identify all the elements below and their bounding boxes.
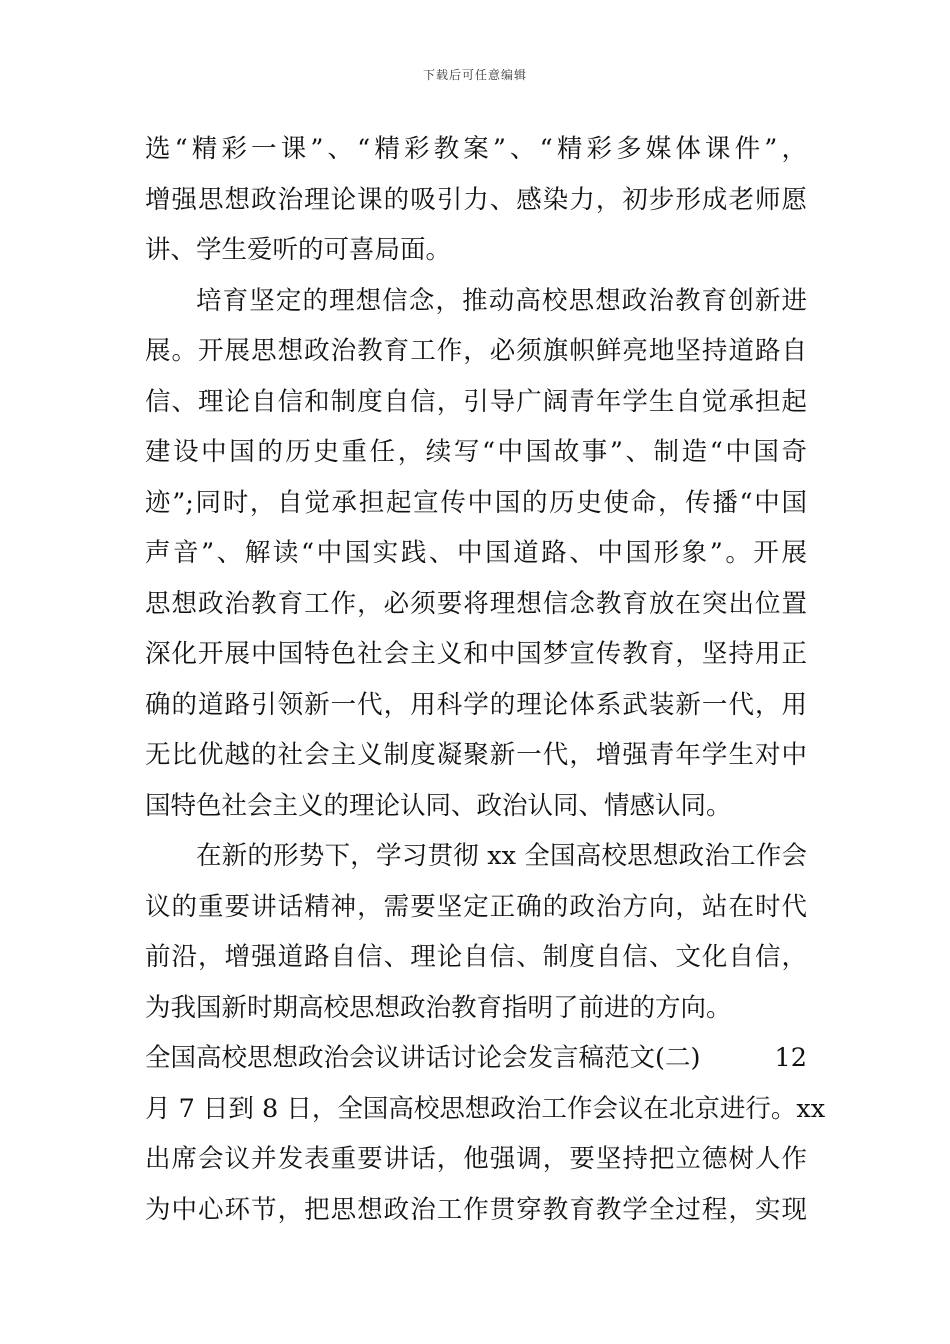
text-line: 前沿，增强道路自信、理论自信、制度自信、文化自信， xyxy=(145,942,807,972)
text-line: 声音”、解读“中国实践、中国道路、中国形象”。开展 xyxy=(145,538,807,568)
text-line: 为中心环节，把思想政治工作贯穿教育教学全过程，实现 xyxy=(145,1194,807,1225)
text-line: 建设中国的历史重任，续写“中国故事”、制造“中国奇 xyxy=(145,437,807,467)
text-line: 确的道路引领新一代，用科学的理论体系武装新一代，用 xyxy=(145,689,807,720)
paragraph-first-line: 培育坚定的理想信念，推动高校思想政治教育创新进 xyxy=(196,285,807,316)
text-line: 月 7 日到 8 日，全国高校思想政治工作会议在北京进行。xx xyxy=(145,1093,826,1124)
text-line: 选“精彩一课”、“精彩教案”、“精彩多媒体课件”， xyxy=(145,134,807,164)
text-line: 思想政治教育工作，必须要将理想信念教育放在突出位置 xyxy=(145,588,807,619)
text-line: 为我国新时期高校思想政治教育指明了前进的方向。 xyxy=(145,992,732,1023)
text-line: 议的重要讲话精神，需要坚定正确的政治方向，站在时代 xyxy=(145,891,807,922)
text-line: 迹”;同时，自觉承担起宣传中国的历史使命，传播“中国 xyxy=(145,487,807,518)
text-line: 信、理论自信和制度自信，引导广阔青年学生自觉承担起 xyxy=(145,386,807,417)
text-line: 无比优越的社会主义制度凝聚新一代，增强青年学生对中 xyxy=(145,740,807,770)
text-line: 讲、学生爱听的可喜局面。 xyxy=(145,235,452,265)
page-header-note: 下载后可任意编辑 xyxy=(422,68,527,82)
text-line: 出席会议并发表重要讲话，他强调，要坚持把立德树人作 xyxy=(145,1144,807,1174)
text-line: 增强思想政治理论课的吸引力、感染力，初步形成老师愿 xyxy=(145,184,807,215)
paragraph-first-line: 在新的形势下，学习贯彻 xx 全国高校思想政治工作会 xyxy=(196,841,807,871)
section-title-line xyxy=(145,1033,807,1084)
text-line: 展。开展思想政治教育工作，必须旗帜鲜亮地坚持道路自 xyxy=(145,336,807,366)
section-date-number: 12 xyxy=(774,1043,807,1073)
text-line: 深化开展中国特色社会主义和中国梦宣传教育，坚持用正 xyxy=(145,639,807,669)
document-body xyxy=(145,124,826,1235)
section-title: 全国高校思想政治会议讲话讨论会发言稿范文(二) xyxy=(145,1043,701,1073)
text-line: 国特色社会主义的理论认同、政治认同、情感认同。 xyxy=(145,790,732,821)
